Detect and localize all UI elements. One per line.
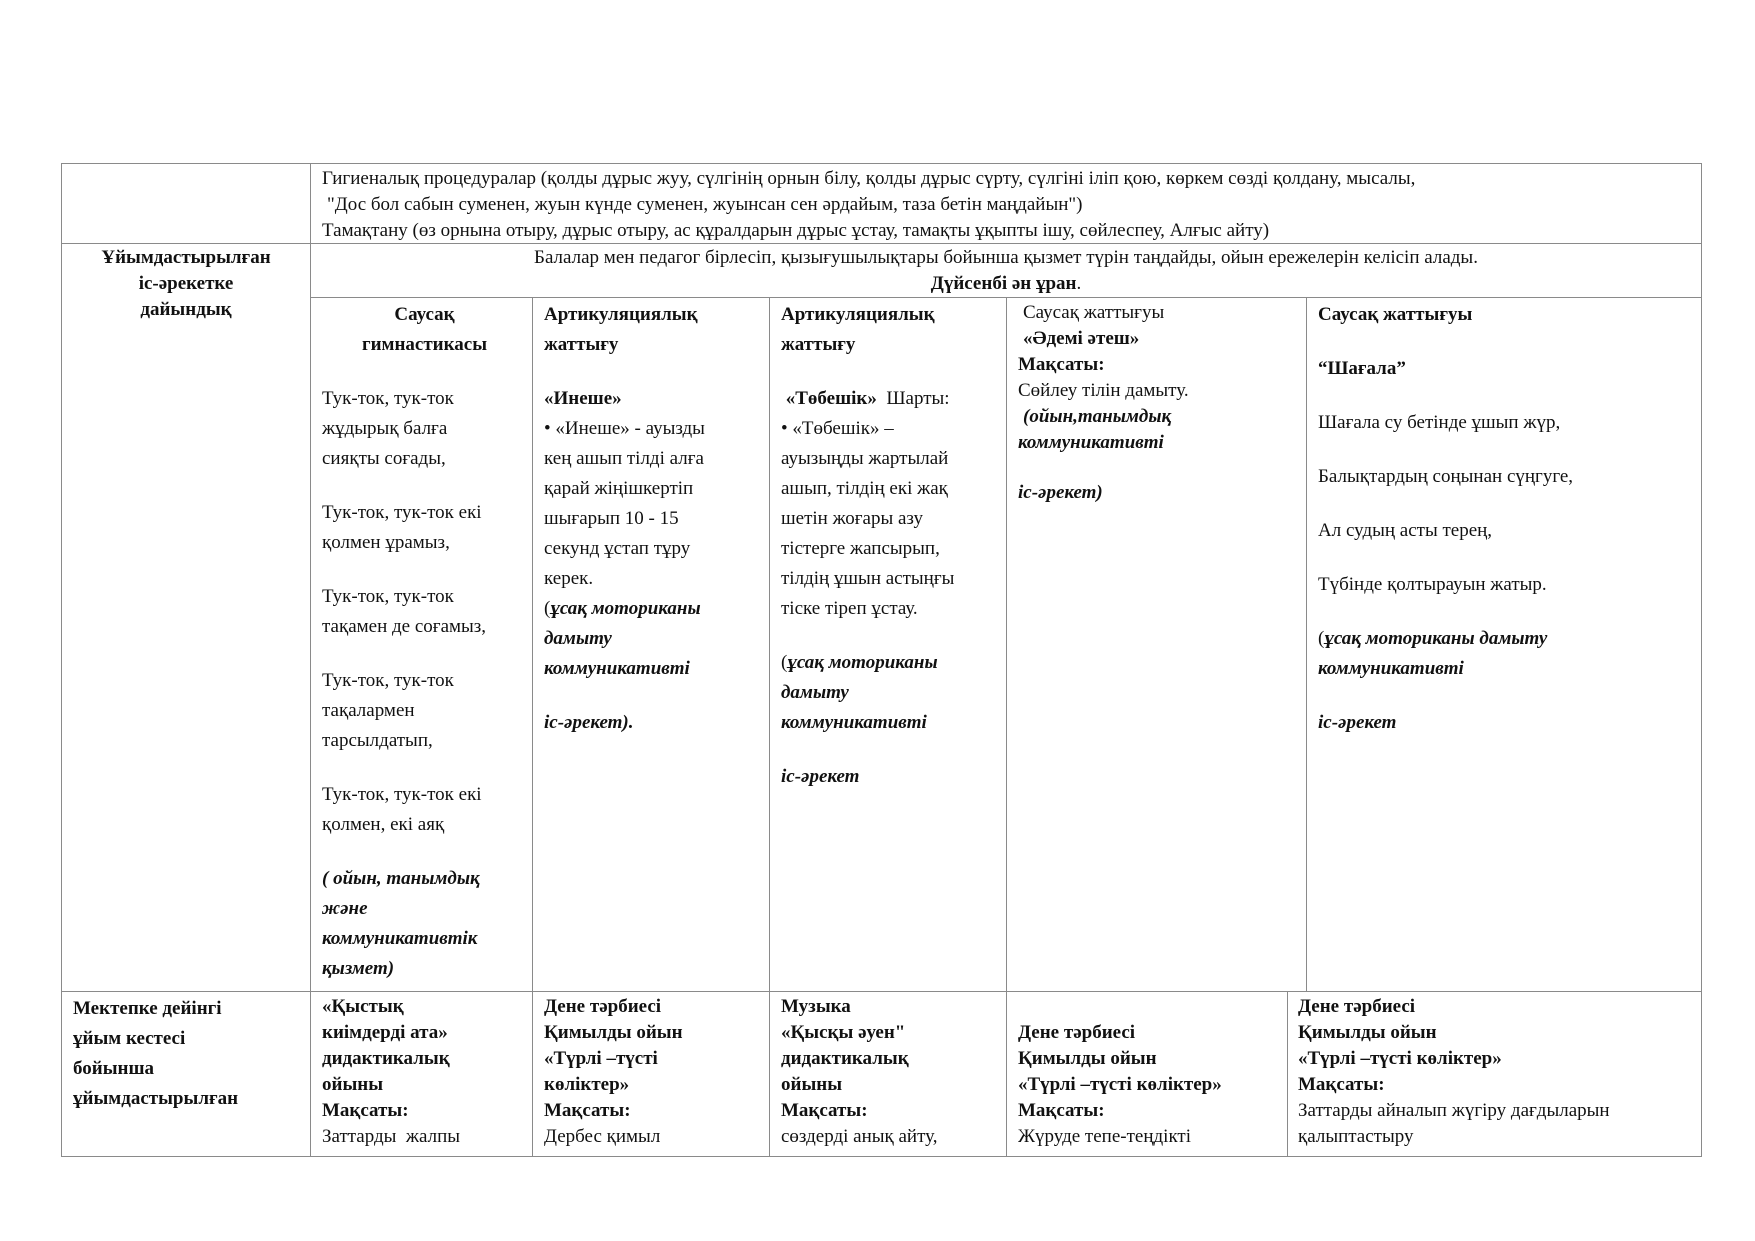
row-label-line: Ұйымдастырылған (101, 247, 271, 268)
poem-line: Балықтардың соңынан сүңгуге, (1318, 466, 1574, 487)
exercise-description: кең ашып тілді алға (544, 448, 704, 469)
subject-title: Дене тәрбиесі (1298, 996, 1416, 1017)
activity-note: және (322, 898, 368, 919)
goal-text: Дербес қимыл (544, 1126, 661, 1147)
row-label-line: Мектепке дейінгі (73, 998, 222, 1019)
goal-label: Мақсаты: (1298, 1074, 1385, 1095)
game-title: ойыны (781, 1074, 843, 1095)
game-title: «Қысқы әуен" (781, 1022, 906, 1043)
note-text: ұсақ моториканы (550, 598, 701, 619)
goal-label: Мақсаты: (1018, 354, 1105, 375)
activity-selection-header (311, 245, 1701, 297)
goal-text: қалыптастыру (1298, 1126, 1414, 1147)
exercise-description: керек. (544, 568, 594, 589)
row2-col-divider-1 (532, 297, 533, 1157)
game-title: Қимылды ойын (1018, 1048, 1157, 1069)
goal-text: сөздерді анық айту, (781, 1126, 938, 1147)
note-paren: ( (544, 598, 551, 619)
hygiene-line-1: Гигиеналық процедуралар (қолды дұрыс жуу, сүлгінің орнын білу, қолды дұрыс сүрту, сүлгіні іліп қою, көркем сөзді қолдану, мысалы, (322, 168, 1416, 189)
nutrition-line: Тамақтану (өз орнына отыру, дұрыс отыру, ас құралдарын дұрыс ұстау, тамақты ұқыпты ішу, сөйлеспеу, Алғыс айту) (322, 220, 1270, 241)
row2-col-divider-4 (1306, 297, 1307, 992)
verse-line: тақамен де соғамыз, (322, 616, 487, 637)
schedule-cell-1 (322, 994, 527, 1150)
articulation-exercise-cell-2 (781, 300, 1003, 792)
monday-anthem-suffix: . (1076, 273, 1082, 294)
row-label-scheduled-activity (73, 994, 305, 1114)
row-label-preparation (62, 245, 310, 323)
game-title: көліктер» (544, 1074, 630, 1095)
exercise-description: ауызыңды жартылай (781, 448, 949, 469)
exercise-name: “Шағала” (1318, 358, 1406, 379)
verse-line: Тук-ток, тук-ток (322, 586, 454, 607)
exercise-description: шығарып 10 - 15 (544, 508, 679, 529)
exercise-description: тістерге жапсырып, (781, 538, 940, 559)
verse-line: қолмен ұрамыз, (322, 532, 450, 553)
finger-gymnastics-cell (322, 300, 527, 984)
exercise-description: ашып, тілдің екі жақ (781, 478, 948, 499)
table-border-right (1701, 163, 1702, 1157)
table-border-top (61, 163, 1702, 164)
activity-note (1318, 624, 1698, 654)
schedule-cell-4 (1018, 1020, 1284, 1150)
game-title: «Түрлі –түсті (544, 1048, 658, 1069)
row-divider-2 (61, 991, 1702, 992)
note-paren: ( (1318, 628, 1325, 649)
poem-line: Түбінде қолтырауын жатыр. (1318, 574, 1547, 595)
activity-note: коммуникативті (781, 712, 927, 733)
poem-line: Ал судың асты терең, (1318, 520, 1493, 541)
finger-gymnastics-title: Саусақ (394, 304, 455, 325)
activity-note (544, 594, 766, 624)
goal-label: Мақсаты: (781, 1100, 868, 1121)
exercise-description: секунд ұстап тұру (544, 538, 691, 559)
activity-note: іс-әрекет (781, 766, 860, 787)
activity-selection-text: Балалар мен педагог бірлесіп, қызығушылықтары бойынша қызмет түрін таңдайды, ойын ережелерін келісіп алады. (534, 247, 1478, 268)
verse-line: қолмен, екі аяқ (322, 814, 445, 835)
note-text: ұсақ моториканы (787, 652, 938, 673)
monday-anthem-text: Дүйсенбі ән ұран (930, 273, 1077, 294)
activity-note: (ойын,танымдық (1023, 406, 1172, 427)
table-border-bottom (61, 1156, 1702, 1157)
note-text: ұсақ моториканы дамыту (1324, 628, 1548, 649)
verse-line: сияқты соғады, (322, 448, 446, 469)
activity-note: коммуникативті (1318, 658, 1464, 679)
articulation-exercise-cell-1 (544, 300, 766, 738)
schedule-cell-3 (781, 994, 1003, 1150)
game-title: «Түрлі –түсті көліктер» (1018, 1074, 1222, 1095)
verse-line: Тук-ток, тук-ток екі (322, 502, 482, 523)
goal-label: Мақсаты: (544, 1100, 631, 1121)
goal-text: Заттарды айналып жүгіру дағдыларын (1298, 1100, 1610, 1121)
hygiene-line-2: "Дос бол сабын суменен, жуын күнде суменен, жуынсан сен әрдайым, таза бетін маңдайын") (327, 194, 1083, 215)
game-title: дидактикалық (781, 1048, 909, 1069)
monday-anthem-line (311, 271, 1701, 297)
verse-line: тарсылдатып, (322, 730, 433, 751)
verse-line: тақалармен (322, 700, 415, 721)
game-title: дидактикалық (322, 1048, 450, 1069)
exercise-description: тілдің ұшын астыңғы (781, 568, 955, 589)
goal-label: Мақсаты: (322, 1100, 409, 1121)
exercise-name: «Әдемі әтеш» (1023, 328, 1140, 349)
goal-text: Жүруде тепе-теңдікті (1018, 1126, 1192, 1147)
schedule-cell-2 (544, 994, 766, 1150)
articulation-title: жаттығу (544, 334, 619, 355)
row2-col-divider-3 (1006, 297, 1007, 1157)
note-paren: ( (781, 652, 788, 673)
game-title: «Түрлі –түсті көліктер» (1298, 1048, 1502, 1069)
row-label-line: іс-әрекетке (138, 273, 234, 294)
exercise-title: Саусақ жаттығуы (1318, 304, 1473, 325)
exercise-description: • «Төбешік» – (781, 418, 894, 439)
exercise-name: «Төбешік» (785, 388, 877, 409)
activity-note: дамыту (544, 628, 612, 649)
game-title: киімдерді ата» (322, 1022, 448, 1043)
activity-note: қызмет) (322, 958, 395, 979)
activity-note: коммуникативті (1018, 432, 1164, 453)
exercise-name: «Инеше» (544, 388, 622, 409)
schedule-cell-5 (1298, 994, 1698, 1150)
finger-exercise-cell-2 (1318, 300, 1698, 738)
verse-line: Тук-ток, тук-ток екі (322, 784, 482, 805)
activity-note: коммуникативті (544, 658, 690, 679)
row-label-line: дайындық (140, 299, 232, 320)
articulation-title: Артикуляциялық (781, 304, 935, 325)
exercise-description: қарай жіңішкертіп (544, 478, 694, 499)
row2-col-divider-2 (769, 297, 770, 1157)
row-label-line: ұйымдастырылған (73, 1088, 239, 1109)
poem-line: Шағала су бетінде ұшып жүр, (1318, 412, 1561, 433)
row-label-line: ұйым кестесі (73, 1028, 186, 1049)
activity-note: дамыту (781, 682, 849, 703)
exercise-description: тіске тіреп ұстау. (781, 598, 918, 619)
game-title: Қимылды ойын (1298, 1022, 1437, 1043)
activity-note: іс-әрекет). (544, 712, 634, 733)
verse-line: Тук-ток, тук-ток (322, 388, 454, 409)
verse-line: жұдырық балға (322, 418, 448, 439)
exercise-description: шетін жоғары азу (781, 508, 923, 529)
row-label-line: бойынша (73, 1058, 155, 1079)
subject-title: Дене тәрбиесі (544, 996, 662, 1017)
activity-note: коммуникативтік (322, 928, 478, 949)
exercise-condition-label: Шарты: (886, 388, 950, 409)
goal-text: Сөйлеу тілін дамыту. (1018, 380, 1189, 401)
exercise-name-line (781, 384, 1003, 414)
goal-text: Заттарды жалпы (322, 1126, 461, 1147)
activity-note: іс-әрекет) (1018, 482, 1103, 503)
game-title: ойыны (322, 1074, 384, 1095)
articulation-title: Артикуляциялық (544, 304, 698, 325)
finger-exercise-cell-1 (1018, 300, 1303, 506)
game-title: «Қыстық (322, 996, 404, 1017)
activity-note (781, 648, 1003, 678)
articulation-title: жаттығу (781, 334, 856, 355)
verse-line: Тук-ток, тук-ток (322, 670, 454, 691)
finger-gymnastics-title: гимнастикасы (361, 334, 488, 355)
goal-label: Мақсаты: (1018, 1100, 1105, 1121)
exercise-description: • «Инеше» - ауызды (544, 418, 705, 439)
exercise-title: Саусақ жаттығуы (1023, 302, 1165, 323)
game-title: Қимылды ойын (544, 1022, 683, 1043)
hygiene-procedures-cell (322, 166, 1692, 244)
activity-note: ( ойын, танымдық (322, 868, 480, 889)
row3-col-divider-4 (1287, 991, 1288, 1157)
subject-title: Музыка (781, 996, 851, 1017)
activity-note: іс-әрекет (1318, 712, 1397, 733)
subject-title: Дене тәрбиесі (1018, 1022, 1136, 1043)
label-column-divider (310, 163, 311, 1157)
